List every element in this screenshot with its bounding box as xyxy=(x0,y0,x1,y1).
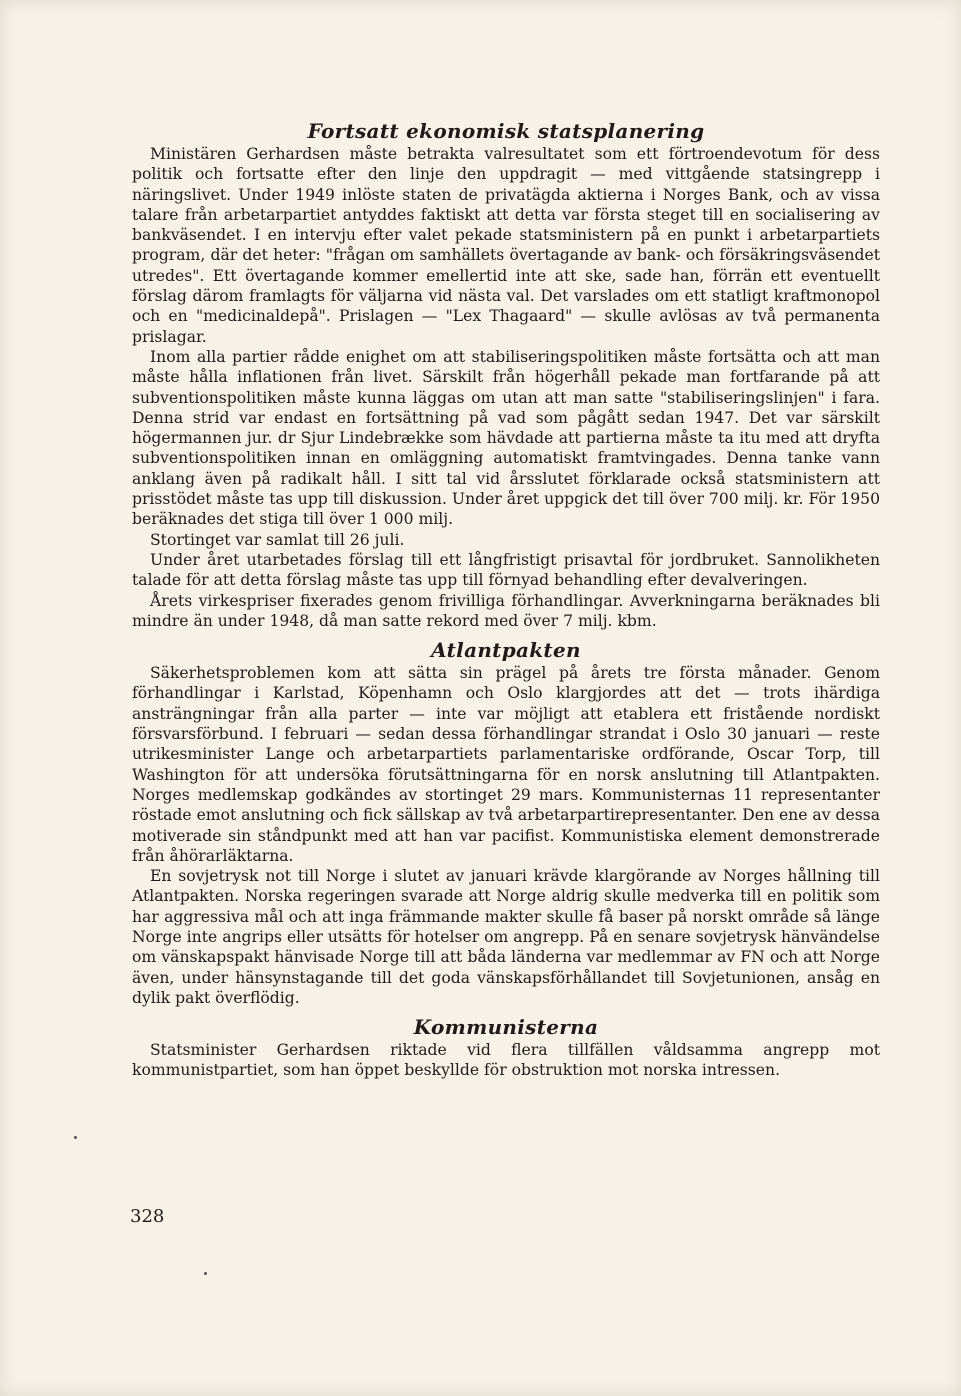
paragraph: Säkerhetsproblemen kom att sätta sin prägel på årets tre första månader. Genom förhandlingar i Karlstad, Köpenhamn och Oslo klargjordes att det — trots ihärdiga ansträngningar från alla parter — inte var möjligt att etablera ett fristående nordiskt försvarsförbund. I februari — sedan dessa förhandlingar strandat i Oslo 30 januari — reste utrikesminister Lange och arbetarpartiets parlamentariske ordförande, Oscar Torp, till Washington för att undersöka förutsättningarna för en norsk anslutning till Atlantpakten. Norges medlemskap godkändes av stortinget 29 mars. Kommunisternas 11 representanter röstade emot anslutning och fick sällskap av två arbetarpartirepresentanter. Den ene av dessa motiverade sin ståndpunkt med att han var pacifist. Kommunistiska element demonstrerade från åhörarläktarna. xyxy=(132,664,880,865)
paragraph: Inom alla partier rådde enighet om att stabiliseringspolitiken måste fortsätta och att man måste hålla inflationen från livet. Särskilt från högerhåll pekade man fortfarande på att subventionspolitiken måste kunna läggas om utan att man satte "stabiliseringslinjen" i fara. Denna strid var endast en fortsättning på vad som pågått sedan 1947. Det var särskilt högermannen jur. dr Sjur Lindebrække som hävdade att partierna måste ta itu med att dryfta subventionspolitiken innan en omläggning automatiskt framtvingades. Denna tanke vann anklang även på radikalt håll. I sitt tal vid årsslutet förklarade också statsministern att prisstödet måste tas upp till diskussion. Under året uppgick det till över 700 milj. kr. För 1950 beräknades det stiga till över 1 000 milj. xyxy=(132,347,880,529)
print-speck xyxy=(74,1136,77,1139)
section-heading-kommunisterna: Kommunisterna xyxy=(413,1015,599,1040)
paragraph: Stortinget var samlat till 26 juli. xyxy=(150,530,405,549)
section-heading-atlantpakten: Atlantpakten xyxy=(431,638,581,663)
paragraph: En sovjetrysk not till Norge i slutet av januari krävde klargörande av Norges hållning till Atlantpakten. Norska regeringen svarade att Norge aldrig skulle medverka till en politik som har aggressiva mål och att inga främmande makter skulle få baser på norskt område så länge Norge inte angrips eller utsätts för hotelser om angrepp. På en senare sovjetrysk hänvändelse om vänskapspakt hänvisade Norge till att båda länderna var medlemmar av FN och att Norge även, under hänsynstagande till det goda vänskapsförhållandet till Sovjetunionen, ansåg en dylik pakt överflödig. xyxy=(132,867,880,1007)
paragraph: Årets virkespriser fixerades genom frivilliga förhandlingar. Avverkningarna beräknades bli mindre än under 1948, då man satte rekord med över 7 milj. kbm. xyxy=(132,591,880,630)
section-heading-ekonomisk-statsplanering: Fortsatt ekonomisk statsplanering xyxy=(307,119,705,143)
print-speck xyxy=(204,1272,207,1275)
paragraph: Under året utarbetades förslag till ett långfristigt prisavtal för jordbruket. Sannolikheten talade för att detta förslag måste tas upp till förnyad behandling efter devalveringen. xyxy=(132,550,880,590)
page-number: 328 xyxy=(130,1206,165,1227)
paragraph: Ministären Gerhardsen måste betrakta valresultatet som ett förtroendevotum för dess politik och fortsatte efter den linje den uppdragit — med vittgående statsingrepp i näringslivet. Under 1949 inlöste staten de privatägda aktierna i Norges Bank, och av vissa talare från arbetarpartiet antyddes faktiskt att detta var första steget till en socialisering av bankväsendet. I en intervju efter valet pekade statsministern på en punkt i arbetarpartiets program, där det heter: "frågan om samhällets övertagande av bank- och försäkringsväsendet utredes". Ett övertagande kommer emellertid inte att ske, sade han, förrän ett eventuellt förslag därom framlagts för väljarna vid nästa val. Det varslades om ett statligt kraftmonopol och en "medicinaldepå". Prislagen — "Lex Thagaard" — skulle avlösas av två permanenta prislagar. xyxy=(132,145,880,346)
paragraph: Statsminister Gerhardsen riktade vid flera tillfällen våldsamma angrepp mot kommunistpartiet, som han öppet beskyllde för obstruktion mot norska intressen. xyxy=(132,1041,880,1080)
page-body xyxy=(132,112,880,1081)
